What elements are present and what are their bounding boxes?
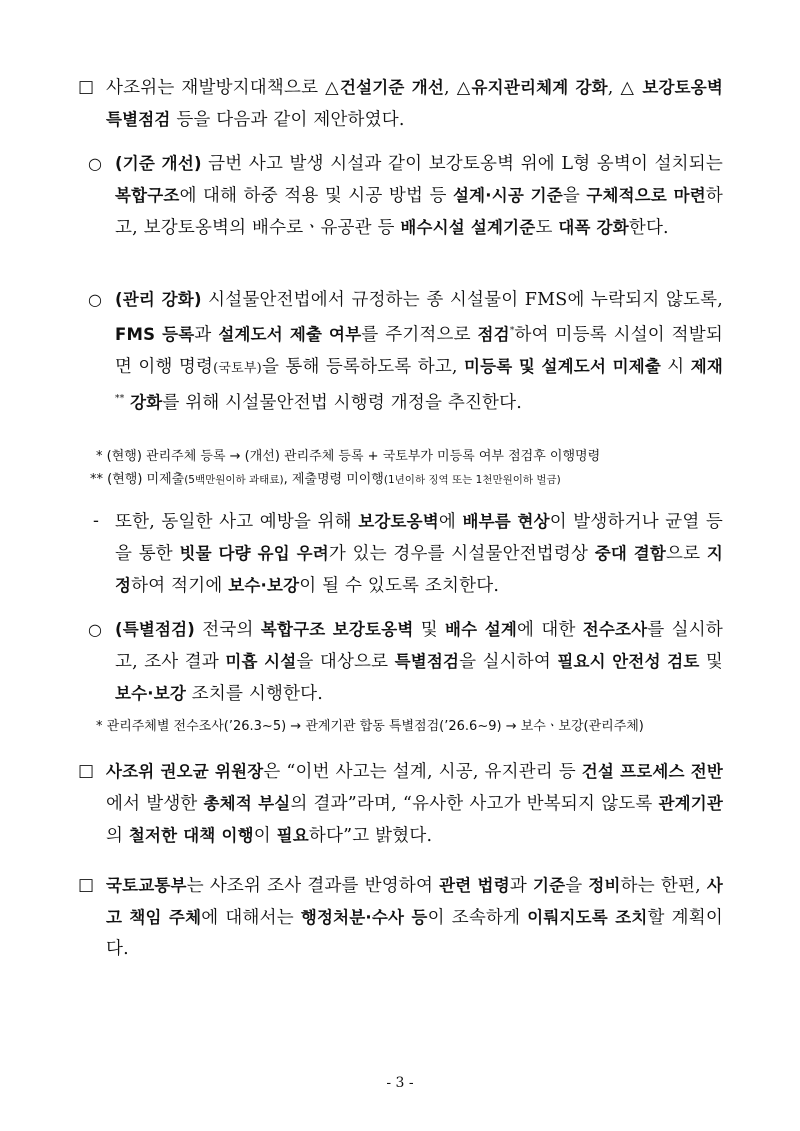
circle-bullet-icon: ○ bbox=[88, 290, 103, 309]
footnote-2: ** (현행) 미제출(5백만원이하 과태료), 제출명령 미이행(1년이하 징역 또는 1천만원이하 벌금) bbox=[90, 472, 561, 487]
section-ministry-plan bbox=[78, 870, 723, 965]
item-standard-improvement bbox=[88, 148, 723, 244]
footnote-1: * (현행) 관리주체 등록 → (개선) 관리주체 등록 + 국토부가 미등록 여부 점검후 이행명령 bbox=[96, 449, 601, 464]
section-text: 국토교통부는 사조위 조사 결과를 반영하여 관련 법령과 기준을 정비하는 한편, 사고 책임 주체에 대해서는 행정처분·수사 등이 조속하게 이뤄지도록 조치할 계획이다. bbox=[106, 876, 723, 959]
circle-bullet-icon: ○ bbox=[88, 620, 103, 639]
item-text: (특별점검) 전국의 복합구조 보강토옹벽 및 배수 설계에 대한 전수조사를 실시하고, 조사 결과 미흡 시설을 대상으로 특별점검을 실시하여 필요시 안전성 검토 및 보수·보강 조치를 시행한다. bbox=[115, 620, 723, 704]
item-text: (기준 개선) 금번 사고 발생 시설과 같이 보강토옹벽 위에 L형 옹벽이 설치되는 복합구조에 대해 하중 적용 및 시공 방법 등 설계·시공 기준을 구체적으로 마련하고, 보강토옹벽의 배수로ㆍ유공관 등 배수시설 설계기준도 대폭 강화한다. bbox=[115, 154, 724, 238]
item-text: (관리 강화) 시설물안전법에서 규정하는 종 시설물이 FMS에 누락되지 않도록, FMS 등록과 설계도서 제출 여부를 주기적으로 점검*하여 미등록 시설이 적발되면 이행 명령(국토부)을 통해 등록하도록 하고, 미등록 및 설계도서 미제출 시 제재** 강화를 위해 시설물안전법 시행령 개정을 추진한다. bbox=[115, 290, 723, 413]
circle-bullet-icon: ○ bbox=[88, 154, 103, 173]
page-number: - 3 - bbox=[386, 1075, 414, 1091]
square-bullet-icon: □ bbox=[78, 875, 95, 895]
item-text: 또한, 동일한 사고 예방을 위해 보강토옹벽에 배부름 현상이 발생하거나 균열 등을 통한 빗물 다량 유입 우려가 있는 경우를 시설물안전법령상 중대 결함으로 지정하여 적기에 보수·보강이 될 수 있도록 조치한다. bbox=[115, 512, 723, 596]
item-special-inspection bbox=[88, 614, 723, 710]
section-text: 사조위는 재발방지대책으로 △건설기준 개선, △유지관리체계 강화, △ 보강토옹벽 특별점검 등을 다음과 같이 제안하였다. bbox=[106, 78, 724, 130]
section-text: 사조위 권오균 위원장은 “이번 사고는 설계, 시공, 유지관리 등 건설 프로세스 전반에서 발생한 총체적 부실의 결과”라며, “유사한 사고가 반복되지 않도록 관계기관의 철저한 대책 이행이 필요하다”고 밝혔다. bbox=[106, 762, 723, 846]
section-recommendations bbox=[78, 72, 723, 136]
square-bullet-icon: □ bbox=[78, 761, 95, 781]
item-management-strengthening bbox=[88, 284, 723, 419]
square-bullet-icon: □ bbox=[78, 77, 95, 97]
footnote-3: * 관리주체별 전수조사(’26.3~5) → 관계기관 합동 특별점검(’26.6~9) → 보수ㆍ보강(관리주체) bbox=[96, 719, 644, 734]
section-chairman-statement bbox=[78, 756, 723, 852]
dash-bullet: - bbox=[93, 511, 100, 531]
item-additional-measure bbox=[93, 506, 723, 602]
